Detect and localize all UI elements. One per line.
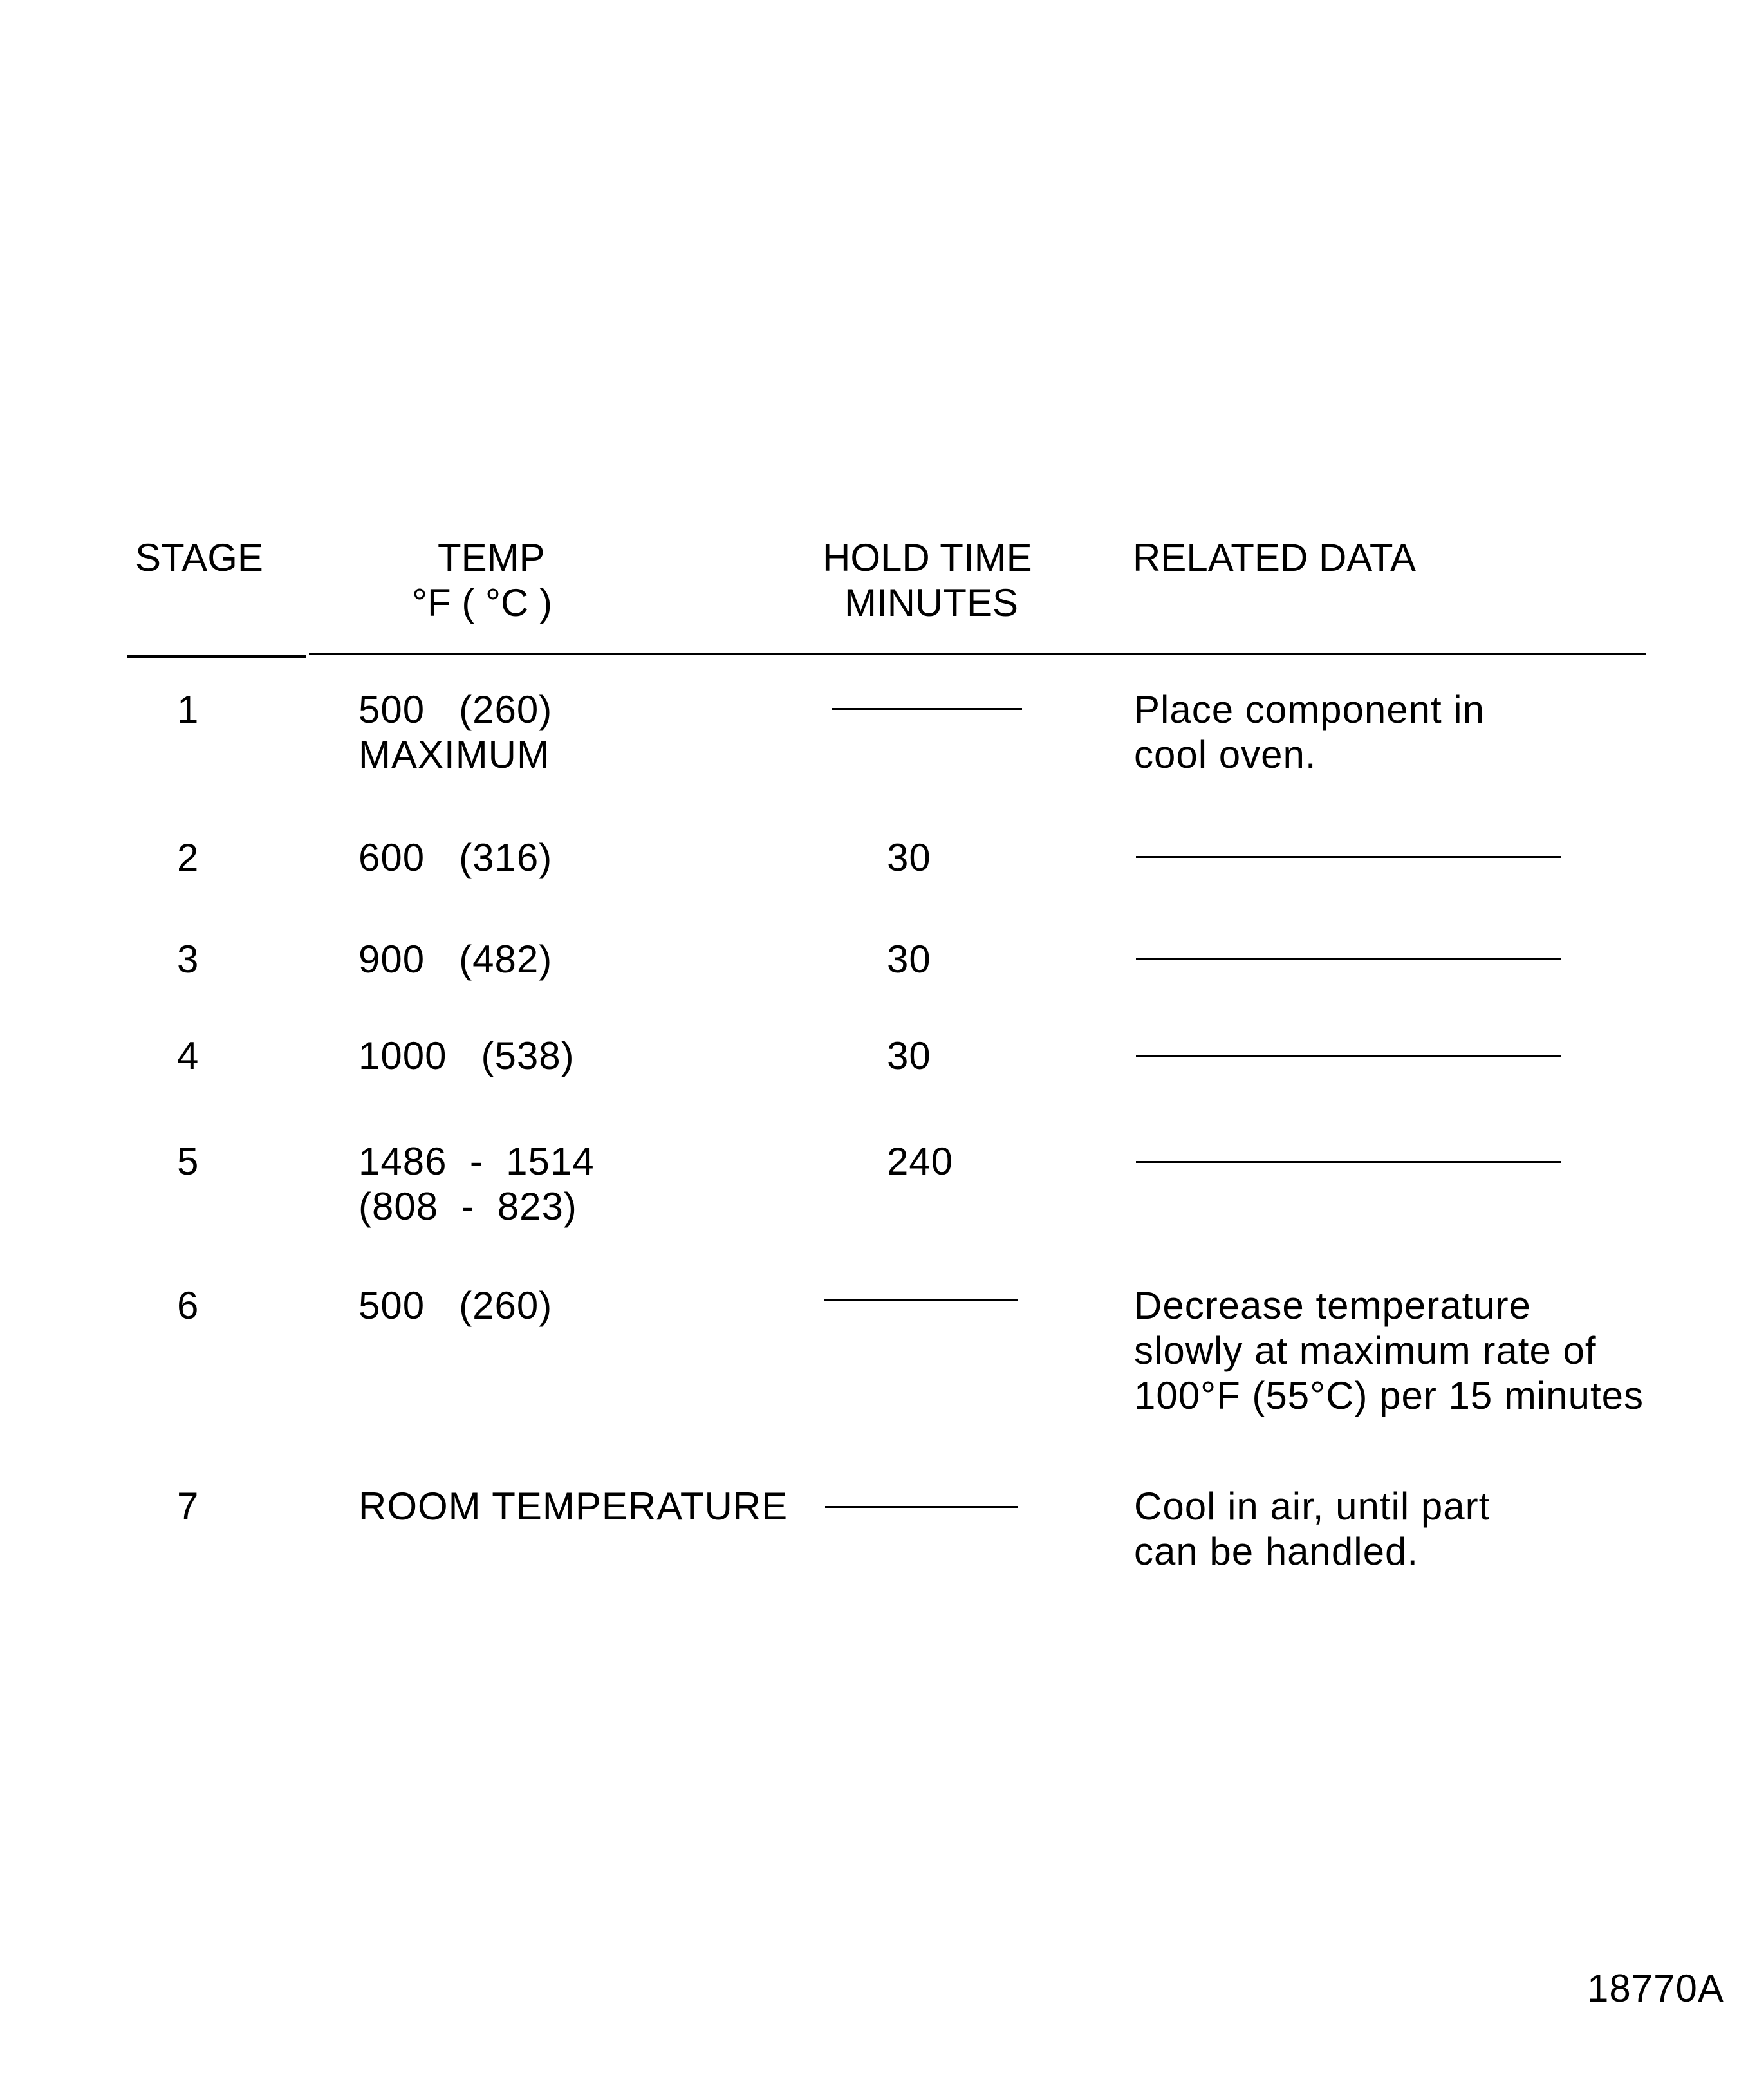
related-cell: slowly at maximum rate of: [1134, 1329, 1597, 1372]
stage-cell: 7: [177, 1485, 200, 1528]
temp-cell: 500 (260): [358, 1284, 553, 1327]
hold-cell: 30: [887, 836, 931, 879]
temp-cell: 1486 - 1514: [358, 1140, 595, 1183]
stage-cell: 2: [177, 836, 200, 879]
related-cell: 100°F (55°C) per 15 minutes: [1134, 1374, 1644, 1417]
related-cell: Cool in air, until part: [1134, 1485, 1491, 1528]
header-rule-main: [309, 653, 1646, 655]
stage-cell: 4: [177, 1034, 200, 1077]
temp-cell-note: MAXIMUM: [358, 733, 550, 776]
hold-dash: [824, 1299, 1018, 1301]
figure-id: 18770A: [1587, 1967, 1724, 2010]
related-dash: [1136, 1161, 1561, 1163]
header-stage: STAGE: [135, 536, 263, 579]
temp-cell: 900 (482): [358, 938, 553, 981]
related-dash: [1136, 856, 1561, 858]
stage-cell: 6: [177, 1284, 200, 1327]
temp-cell-celsius: (808 - 823): [358, 1185, 577, 1228]
header-related-data: RELATED DATA: [1133, 536, 1417, 579]
header-hold-minutes: MINUTES: [844, 581, 1018, 624]
related-cell: Decrease temperature: [1134, 1284, 1531, 1327]
hold-cell: 240: [887, 1140, 954, 1183]
stage-cell: 5: [177, 1140, 200, 1183]
temp-cell: 500 (260): [358, 688, 553, 731]
temp-cell: 1000 (538): [358, 1034, 575, 1077]
related-dash: [1136, 1055, 1561, 1057]
header-temp: TEMP: [438, 536, 545, 579]
related-cell: can be handled.: [1134, 1530, 1419, 1573]
header-hold-time: HOLD TIME: [823, 536, 1032, 579]
header-temp-units: °F ( °C ): [412, 581, 552, 624]
hold-cell: 30: [887, 1034, 931, 1077]
related-cell: Place component in: [1134, 688, 1485, 731]
related-cell: cool oven.: [1134, 733, 1317, 776]
header-rule-stage: [127, 655, 306, 658]
hold-dash: [832, 708, 1022, 710]
stage-cell: 1: [177, 688, 200, 731]
temp-cell: 600 (316): [358, 836, 553, 879]
temp-cell: ROOM TEMPERATURE: [358, 1485, 788, 1528]
hold-cell: 30: [887, 938, 931, 981]
stage-cell: 3: [177, 938, 200, 981]
related-dash: [1136, 958, 1561, 960]
hold-dash: [825, 1506, 1018, 1508]
